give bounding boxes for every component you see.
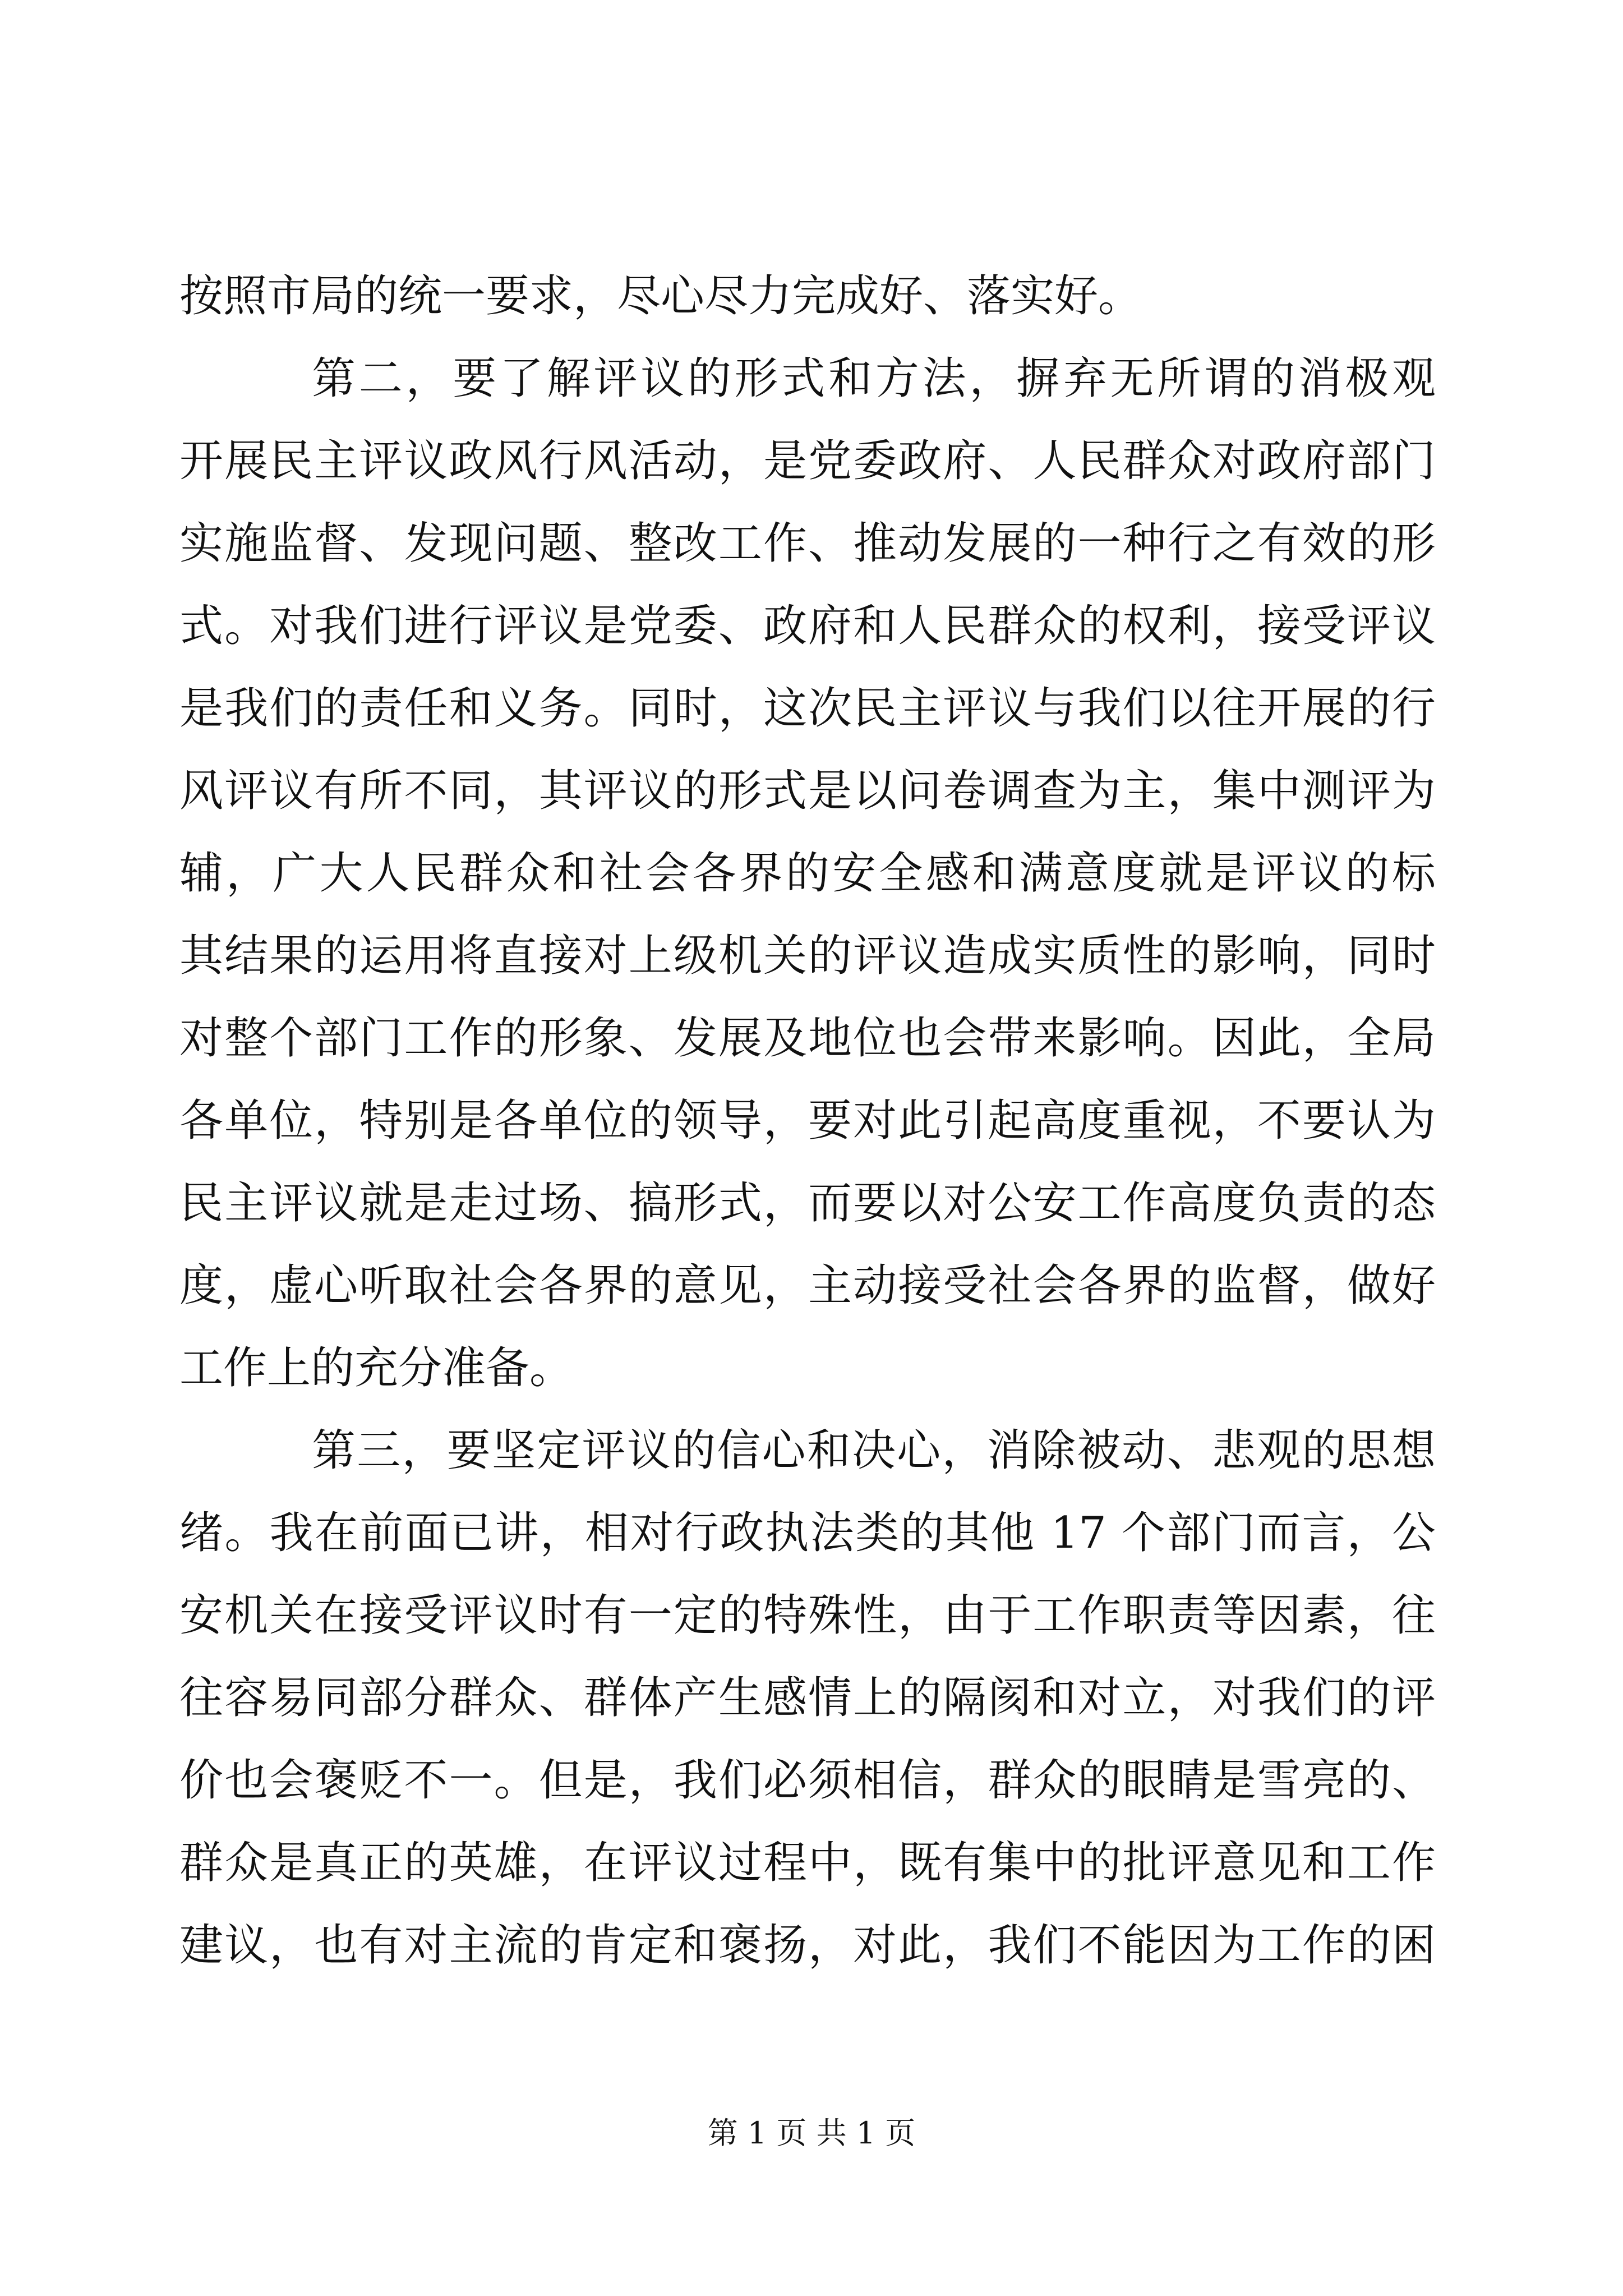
text-line: 风评议有所不同，其评议的形式是以问卷调查为主，集中测评为	[179, 766, 1436, 816]
text-line: 度，虚心听取社会各界的意见，主动接受社会各界的监督，做好	[179, 1260, 1436, 1311]
text-line: 群众是真正的英雄，在评议过程中，既有集中的批评意见和工作	[179, 1838, 1436, 1888]
text-line: 建议，也有对主流的肯定和褒扬，对此，我们不能因为工作的困	[179, 1920, 1436, 1971]
text-line: 按照市局的统一要求，尽心尽力完成好、落实好。	[179, 271, 1142, 321]
text-line: 安机关在接受评议时有一定的特殊性，由于工作职责等因素，往	[179, 1590, 1436, 1641]
text-line: 其结果的运用将直接对上级机关的评议造成实质性的影响，同时	[179, 931, 1436, 981]
text-line: 第三，要坚定评议的信心和决心，消除被动、悲观的思想	[312, 1425, 1436, 1476]
text-line: 开展民主评议政风行风活动，是党委政府、人民群众对政府部门	[179, 436, 1436, 486]
text-line: 第二，要了解评议的形式和方法，摒弃无所谓的消极观	[312, 353, 1436, 404]
text-line: 工作上的充分准备。	[179, 1343, 574, 1393]
page-footer: 第 1 页 共 1 页	[707, 2115, 916, 2151]
text-line: 绪。我在前面已讲，相对行政执法类的其他 17 个部门而言，公	[179, 1508, 1436, 1558]
text-line: 实施监督、发现问题、整改工作、推动发展的一种行之有效的形	[179, 518, 1436, 569]
text-line: 民主评议就是走过场、搞形式，而要以对公安工作高度负责的态	[179, 1178, 1436, 1228]
document-body	[179, 255, 1436, 1987]
text-line: 价也会褒贬不一。但是，我们必须相信，群众的眼睛是雪亮的、	[179, 1755, 1436, 1806]
text-line: 对整个部门工作的形象、发展及地位也会带来影响。因此，全局	[179, 1013, 1436, 1064]
text-line: 是我们的责任和义务。同时，这次民主评议与我们以往开展的行	[179, 683, 1436, 734]
text-line: 各单位，特别是各单位的领导，要对此引起高度重视，不要认为	[179, 1096, 1436, 1146]
text-line: 往容易同部分群众、群体产生感情上的隔阂和对立，对我们的评	[179, 1673, 1436, 1723]
text-line: 辅，广大人民群众和社会各界的安全感和满意度就是评议的标	[179, 848, 1436, 899]
text-line: 式。对我们进行评议是党委、政府和人民群众的权利，接受评议	[179, 601, 1436, 651]
